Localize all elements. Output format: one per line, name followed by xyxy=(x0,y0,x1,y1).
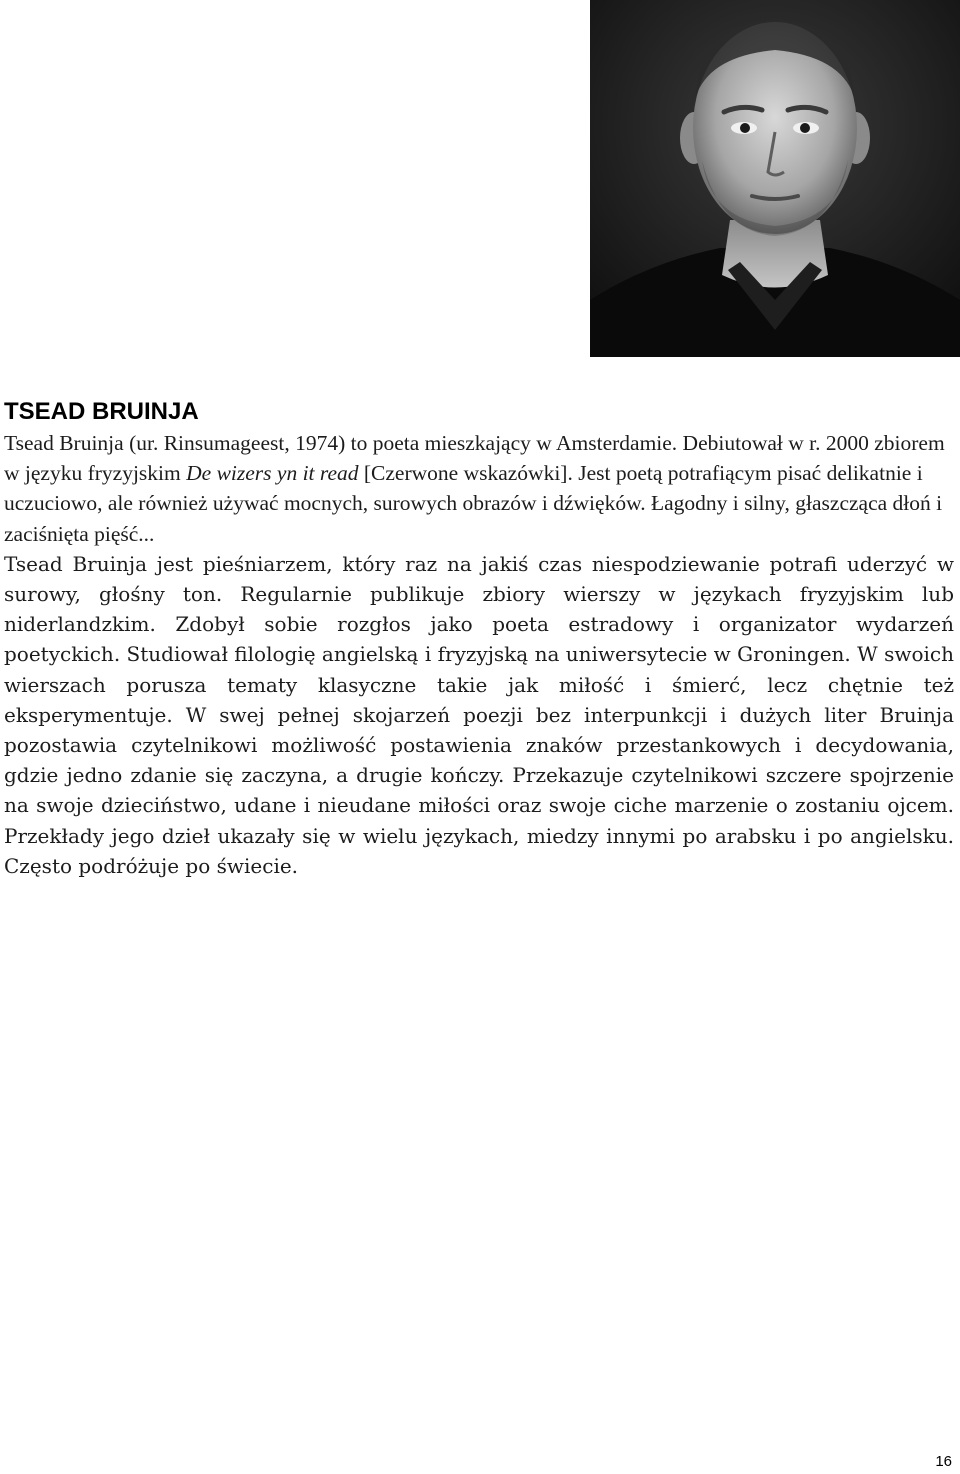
bio-paragraph-2: Tsead Bruinja jest pieśniarzem, który raz na jakiś czas niespodziewanie potrafi uderzyć w surowy, głośny ton. Regularnie publikuje zbiory wierszy w językach fryzyjskim lub niderlandzkim. Zdobył sobie rozgłos jako poeta estradowy i organizator wydarzeń poetyckich. Studiował filologię angielską i fryzyjską na uniwersytecie w Groningen. W swoich wierszach porusza tematy klasyczne takie jak miłość i śmierć, lecz chętnie też eksperymentuje. W swej pełnej skojarzeń poezji bez interpunkcji i dużych liter Bruinja pozostawia czytelnikowi możliwość postawienia znaków przestankowych i decydowania, gdzie jedno zdanie się zaczyna, a drugie kończy. Przekazuje czytelnikowi szczere spojrzenie na swoje dzieciństwo, udane i nieudane miłości oraz swoje ciche marzenie o zostaniu ojcem. Przekłady jego dzieł ukazały się w wielu językach, miedzy innymi po arabsku i po angielsku. Często podróżuje po świecie. xyxy=(4,551,954,878)
portrait-illustration xyxy=(590,0,960,357)
bio-intro-text: Tsead Bruinja (ur. Rinsumageest, 1974) to poeta mieszkający w Amsterdamie. Debiutował w r. 2000 zbiorem w języku fryzyjskim xyxy=(4,431,945,486)
bio-paragraph-1 xyxy=(4,428,954,549)
page-number: 16 xyxy=(935,1453,952,1470)
author-heading: TSEAD BRUINJA xyxy=(4,398,199,425)
author-portrait-photo xyxy=(590,0,960,357)
article xyxy=(4,396,954,881)
debut-book-title: De wizers yn it read xyxy=(186,461,359,486)
bio-intro-continued: [Czerwone wskazówki]. Jest poetą potrafiącym pisać delikatnie i uczuciowo, ale również używać mocnych, surowych obrazów i dźwięków. Łagodny i silny, głaszcząca dłoń i zaciśnięta pięść... xyxy=(4,461,943,546)
